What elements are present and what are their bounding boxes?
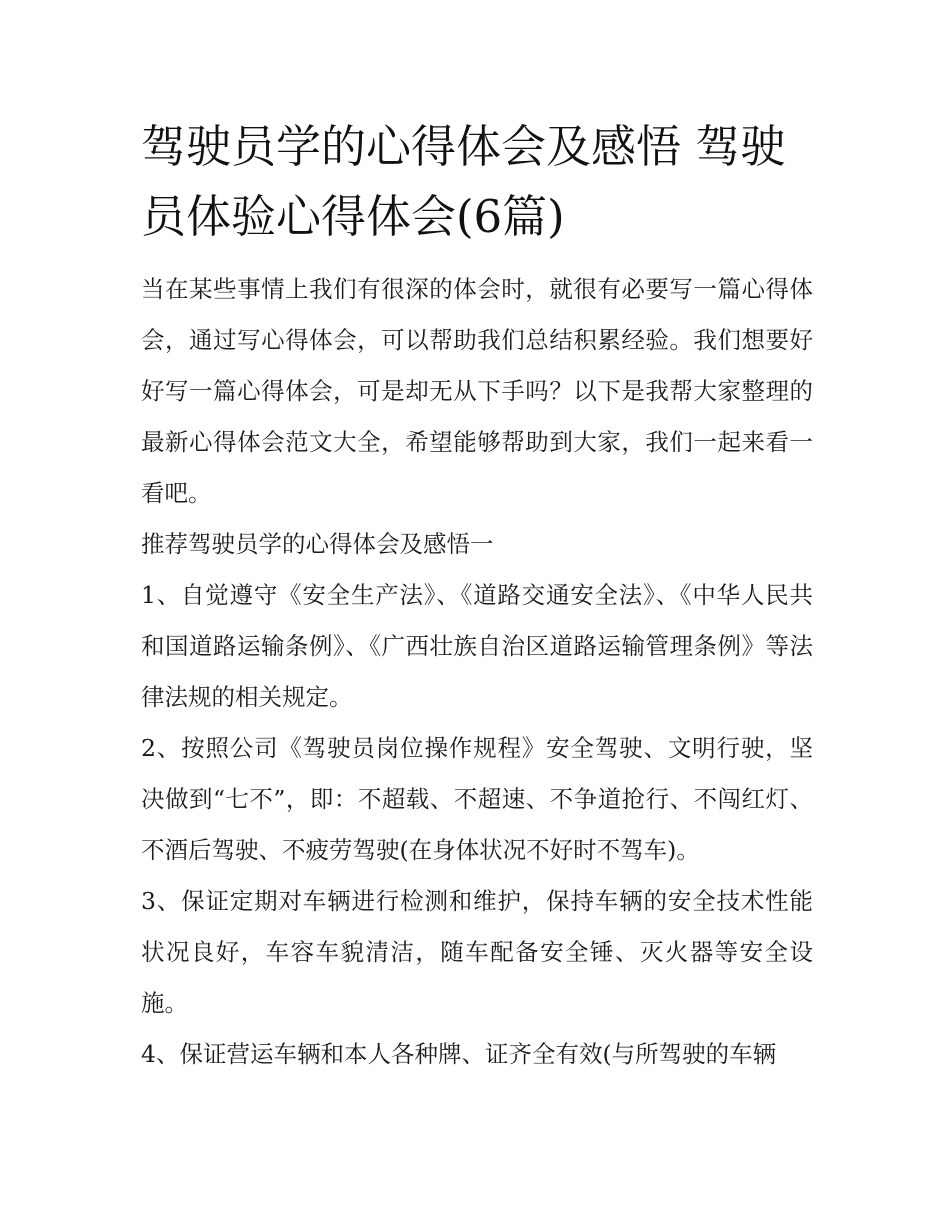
document-title: 驾驶员学的心得体会及感悟 驾驶员体验心得体会(6篇)	[141, 120, 786, 243]
list-item-4: 4、保证营运车辆和本人各种牌、证齐全有效(与所驾驶的车辆	[141, 1040, 777, 1068]
list-item-1: 1、自觉遵守《安全生产法》、《道路交通安全法》、《中华人民共和国道路运输条例》、《广西壮族自治区道路运输管理条例》等法律法规的相关规定。	[141, 581, 813, 711]
list-item-3: 3、保证定期对车辆进行检测和维护，保持车辆的安全技术性能状况良好，车容车貌清洁，随车配备安全锤、灭火器等安全设施。	[141, 887, 813, 1017]
list-item-2: 2、按照公司《驾驶员岗位操作规程》安全驾驶、文明行驶，坚决做到“七不”，即：不超载、不超速、不争道抢行、不闯红灯、不酒后驾驶、不疲劳驾驶(在身体状况不好时不驾车)。	[141, 734, 813, 864]
intro-paragraph: 当在某些事情上我们有很深的体会时，就很有必要写一篇心得体会，通过写心得体会，可以帮助我们总结积累经验。我们想要好好写一篇心得体会，可是却无从下手吗？以下是我帮大家整理的最新心得体会范文大全，希望能够帮助到大家，我们一起来看一看吧。	[141, 275, 813, 507]
document-content	[141, 112, 813, 1080]
section-heading: 推荐驾驶员学的心得体会及感悟一	[141, 530, 494, 558]
